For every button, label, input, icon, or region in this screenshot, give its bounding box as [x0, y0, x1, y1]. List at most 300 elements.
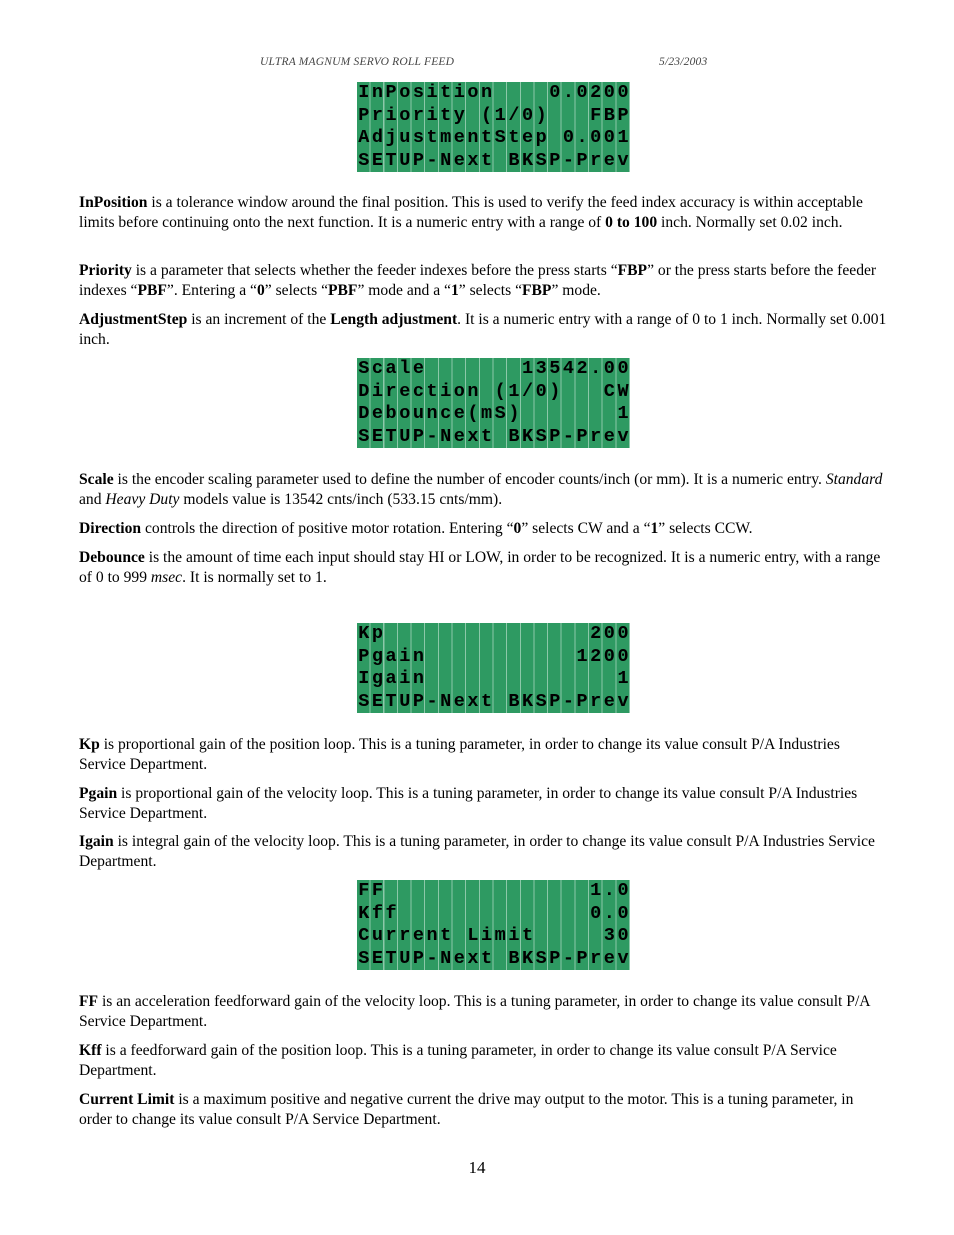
lcd-char: i	[426, 104, 438, 126]
term-scale: Scale	[79, 471, 114, 488]
lcd-char: x	[467, 149, 479, 171]
lcd-char	[466, 105, 480, 128]
lcd-char	[548, 925, 562, 948]
lcd-char: t	[440, 82, 452, 103]
lcd-char: e	[521, 127, 534, 148]
lcd-row	[357, 948, 630, 971]
lcd-char	[575, 925, 589, 948]
lcd-char	[493, 358, 507, 381]
lcd-char: N	[440, 690, 452, 712]
lcd-char: P	[549, 149, 561, 171]
lcd-char: P	[576, 947, 588, 969]
lcd-char: m	[494, 925, 506, 946]
lcd-char: -	[562, 947, 574, 969]
lcd-char: n	[467, 127, 479, 148]
lcd-char: 0	[535, 380, 547, 402]
lcd-char	[589, 381, 603, 404]
lcd-char: e	[453, 149, 465, 171]
lcd-char	[439, 903, 453, 926]
lcd-char: K	[521, 690, 534, 712]
lcd-char	[507, 880, 521, 903]
lcd-char: e	[453, 403, 465, 424]
lcd-char	[493, 623, 507, 646]
lcd-char	[562, 880, 576, 903]
lcd-char: i	[399, 668, 411, 689]
lcd-char: t	[481, 425, 493, 447]
lcd-char: 2	[590, 82, 602, 103]
lcd-char: F	[590, 104, 602, 126]
lcd-char: A	[358, 127, 370, 148]
term-adjustmentstep: AdjustmentStep	[79, 311, 188, 328]
lcd-char: T	[385, 947, 397, 969]
lcd-char: .	[576, 127, 588, 148]
lcd-char	[548, 903, 562, 926]
lcd-char: e	[399, 380, 411, 402]
lcd-char	[493, 691, 507, 714]
lcd-char	[466, 358, 480, 381]
term-pgain: Pgain	[79, 785, 118, 802]
lcd-char: a	[385, 668, 397, 689]
lcd-char: l	[399, 358, 411, 379]
lcd-char	[384, 623, 398, 646]
lcd-char	[575, 668, 589, 691]
lcd-char: x	[467, 947, 479, 969]
lcd-char	[412, 880, 426, 903]
lcd-char	[575, 880, 589, 903]
lcd-char: 0	[617, 880, 629, 901]
lcd-char: K	[521, 425, 534, 447]
lcd-char	[507, 358, 521, 381]
lcd-char: 0	[549, 82, 561, 103]
lcd-char: B	[508, 947, 520, 969]
lcd-char	[507, 82, 521, 105]
lcd-char	[425, 646, 439, 669]
lcd-char: r	[385, 925, 397, 946]
lcd-char	[562, 403, 576, 426]
lcd-char: 0	[603, 623, 615, 644]
lcd-char: P	[549, 690, 561, 712]
lcd-char: N	[440, 947, 452, 969]
lcd-char: K	[521, 149, 534, 171]
lcd-char	[548, 880, 562, 903]
lcd-char	[452, 358, 466, 381]
lcd-char: r	[590, 149, 602, 171]
lcd-char: 5	[549, 358, 561, 379]
lcd-char: 0	[590, 127, 602, 148]
lcd-char: L	[467, 925, 479, 946]
lcd-char: K	[521, 947, 534, 969]
lcd-char: e	[453, 127, 465, 148]
running-header-date: 5/23/2003	[659, 56, 708, 68]
lcd-char: S	[535, 690, 547, 712]
lcd-row	[357, 403, 630, 426]
term-direction: Direction	[79, 520, 142, 537]
lcd-char: r	[371, 104, 384, 126]
lcd-char	[398, 623, 412, 646]
lcd-char: P	[412, 947, 424, 969]
lcd-char: e	[603, 425, 615, 447]
lcd-char	[507, 646, 521, 669]
lcd-char: 2	[576, 358, 588, 379]
lcd-char: .	[603, 880, 615, 901]
lcd-char: P	[412, 690, 424, 712]
lcd-char: r	[412, 104, 424, 126]
lcd-char: /	[521, 380, 534, 402]
lcd-char: 0	[590, 902, 602, 924]
kp-description: Kp is proportional gain of the position loop. This is a tuning parameter, in order to change its value consult P/A Industries Service Department.	[79, 736, 840, 773]
term-current-limit: Current Limit	[79, 1091, 175, 1108]
lcd-row	[357, 880, 630, 903]
lcd-char: d	[371, 127, 384, 148]
lcd-char: t	[521, 925, 534, 946]
lcd-char	[562, 903, 576, 926]
lcd-char: o	[399, 82, 411, 103]
lcd-char: n	[467, 380, 479, 402]
lcd-char: E	[371, 947, 384, 969]
lcd-char: 1	[617, 668, 629, 689]
lcd-char	[493, 903, 507, 926]
lcd-row	[357, 358, 630, 381]
lcd-char: W	[617, 380, 629, 402]
lcd-char: e	[453, 690, 465, 712]
lcd-char: F	[371, 880, 384, 901]
lcd-char: U	[399, 149, 411, 171]
lcd-char: 3	[535, 358, 547, 379]
lcd-char: t	[481, 149, 493, 171]
lcd-row	[357, 426, 630, 449]
lcd-char: S	[358, 149, 370, 171]
lcd-char: v	[617, 690, 629, 712]
lcd-char	[452, 903, 466, 926]
lcd-char: y	[453, 104, 465, 126]
lcd-char	[548, 403, 562, 426]
lcd-char: t	[481, 690, 493, 712]
lcd-char: i	[440, 380, 452, 402]
lcd-char: t	[440, 104, 452, 126]
direction-description: Direction controls the direction of positive motor rotation. Entering “0” selects CW and a “1” selects CCW.	[79, 520, 753, 537]
lcd-char: 2	[590, 645, 602, 667]
lcd-char: T	[385, 425, 397, 447]
lcd-char: 0	[617, 82, 629, 103]
lcd-char: c	[412, 380, 424, 402]
lcd-char	[534, 880, 548, 903]
lcd-char: s	[412, 82, 424, 103]
lcd-char: 0	[603, 358, 615, 379]
lcd-char	[534, 623, 548, 646]
lcd-char: B	[603, 104, 615, 126]
lcd-char	[575, 381, 589, 404]
lcd-char	[452, 623, 466, 646]
lcd-char	[562, 668, 576, 691]
lcd-char	[534, 403, 548, 426]
lcd-char: U	[399, 425, 411, 447]
lcd-char: n	[371, 82, 384, 103]
lcd-char: 0	[521, 104, 534, 126]
lcd-char: o	[399, 403, 411, 424]
lcd-char	[575, 105, 589, 128]
lcd-char: o	[467, 82, 479, 103]
lcd-char	[562, 623, 576, 646]
lcd-char: e	[412, 358, 424, 379]
lcd-char	[384, 880, 398, 903]
lcd-char	[521, 880, 535, 903]
lcd-char: b	[385, 403, 397, 424]
lcd-char: g	[371, 668, 384, 689]
lcd-row	[357, 105, 630, 128]
lcd-char	[493, 880, 507, 903]
lcd-char	[425, 623, 439, 646]
lcd-char: P	[412, 149, 424, 171]
lcd-char: 2	[590, 623, 602, 644]
lcd-char	[534, 82, 548, 105]
lcd-char: (	[481, 104, 493, 126]
lcd-char	[439, 646, 453, 669]
lcd-char: S	[494, 127, 506, 148]
lcd-char	[534, 646, 548, 669]
lcd-char: e	[603, 947, 615, 969]
lcd-char: x	[467, 425, 479, 447]
lcd-char	[480, 880, 494, 903]
lcd-char: 1	[576, 645, 588, 667]
lcd-char	[493, 646, 507, 669]
lcd-char: t	[426, 127, 438, 148]
lcd-char: P	[576, 690, 588, 712]
lcd-char: r	[399, 925, 411, 946]
ff-description: FF is an acceleration feedforward gain of the velocity loop. This is a tuning parameter, in order to change its value consult P/A Service Department.	[79, 993, 870, 1030]
lcd-char	[603, 403, 617, 426]
lcd-char: B	[508, 425, 520, 447]
lcd-char: U	[399, 947, 411, 969]
lcd-char: .	[603, 902, 615, 924]
term-inposition: InPosition	[79, 194, 148, 211]
lcd-char	[534, 925, 548, 948]
lcd-char: P	[617, 104, 629, 126]
lcd-row	[357, 903, 630, 926]
lcd-char	[562, 646, 576, 669]
lcd-char	[412, 903, 426, 926]
lcd-char	[439, 358, 453, 381]
lcd-char: B	[508, 690, 520, 712]
lcd-char: a	[385, 358, 397, 379]
lcd-char: v	[617, 425, 629, 447]
lcd-char: x	[467, 690, 479, 712]
lcd-char	[507, 623, 521, 646]
lcd-char	[425, 903, 439, 926]
lcd-char: 4	[562, 358, 574, 379]
lcd-char: r	[590, 425, 602, 447]
lcd-char: S	[494, 403, 506, 424]
lcd-char	[548, 668, 562, 691]
lcd-display-setup-4	[357, 880, 630, 970]
lcd-char: m	[481, 403, 493, 424]
lcd-char: s	[412, 127, 424, 148]
lcd-char	[398, 880, 412, 903]
lcd-char: 0	[603, 127, 615, 148]
lcd-char	[452, 668, 466, 691]
lcd-char	[480, 381, 494, 404]
lcd-char	[425, 880, 439, 903]
lcd-char: p	[371, 623, 384, 644]
adjustmentstep-description: AdjustmentStep is an increment of the Length adjustment. It is a numeric entry with a range of 0 to 1 inch. Normally set 0.001 inch.	[79, 311, 887, 348]
lcd-char: v	[617, 149, 629, 171]
lcd-char: 1	[590, 880, 602, 901]
lcd-char: c	[440, 403, 452, 424]
lcd-char: r	[590, 947, 602, 969]
lcd-char: P	[549, 425, 561, 447]
lcd-char	[589, 668, 603, 691]
lcd-char: 1	[494, 104, 506, 126]
term-kp: Kp	[79, 736, 100, 753]
lcd-char: i	[508, 925, 520, 946]
lcd-char: S	[535, 425, 547, 447]
lcd-char: i	[385, 104, 397, 126]
lcd-char: .	[562, 82, 574, 103]
lcd-char	[548, 646, 562, 669]
lcd-char: P	[549, 947, 561, 969]
lcd-char: c	[371, 358, 384, 379]
lcd-char: o	[453, 380, 465, 402]
lcd-char: T	[385, 149, 397, 171]
lcd-row	[357, 381, 630, 404]
lcd-char: (	[467, 403, 479, 424]
lcd-char	[480, 623, 494, 646]
lcd-char: 0	[576, 82, 588, 103]
term-igain: Igain	[79, 833, 114, 850]
lcd-char	[466, 623, 480, 646]
lcd-char: -	[426, 690, 438, 712]
lcd-char	[480, 646, 494, 669]
lcd-char	[398, 903, 412, 926]
lcd-char	[439, 668, 453, 691]
lcd-char	[425, 358, 439, 381]
term-priority: Priority	[79, 262, 132, 279]
lcd-char: D	[358, 380, 370, 402]
pgain-description: Pgain is proportional gain of the velocity loop. This is a tuning parameter, in order to change its value consult P/A Industries Service Department.	[79, 785, 858, 822]
lcd-char	[493, 948, 507, 971]
lcd-char: C	[603, 380, 615, 402]
lcd-char	[480, 668, 494, 691]
lcd-char: n	[481, 82, 493, 103]
lcd-char: 0	[603, 82, 615, 103]
lcd-char: t	[440, 925, 452, 946]
lcd-char	[493, 82, 507, 105]
lcd-char: S	[535, 149, 547, 171]
lcd-char: n	[426, 403, 438, 424]
inposition-description: InPosition is a tolerance window around the final position. This is used to verify the feed index accuracy is within acceptable limits before continuing onto the next function. It is a numeric entry with a range of 0 to 100 inch. Normally set 0.02 inch.	[79, 194, 863, 231]
lcd-char	[521, 82, 535, 105]
lcd-char	[603, 668, 617, 691]
lcd-char	[521, 903, 535, 926]
lcd-char	[521, 403, 535, 426]
lcd-char: j	[385, 127, 397, 148]
lcd-char: S	[358, 358, 370, 379]
lcd-char	[562, 105, 576, 128]
lcd-char: u	[399, 127, 411, 148]
lcd-char	[480, 358, 494, 381]
lcd-char: n	[426, 925, 438, 946]
lcd-char	[589, 925, 603, 948]
lcd-char	[439, 880, 453, 903]
lcd-char: S	[358, 947, 370, 969]
lcd-char: e	[412, 925, 424, 946]
lcd-char: f	[385, 902, 397, 924]
scale-description: Scale is the encoder scaling parameter used to define the number of encoder counts/inch (or mm). It is a numeric entry. Standard and Heavy Duty models value is 13542 cnts/inch (533.15 cnts/mm).	[79, 471, 883, 508]
running-header-title: ULTRA MAGNUM SERVO ROLL FEED	[260, 56, 455, 68]
lcd-char: t	[508, 127, 520, 148]
lcd-char: K	[358, 623, 370, 644]
lcd-char: P	[358, 645, 370, 667]
lcd-char: 0	[562, 127, 574, 148]
lcd-char: m	[440, 127, 452, 148]
lcd-char: K	[358, 902, 370, 924]
lcd-char: F	[358, 880, 370, 901]
page-number: 14	[468, 1158, 486, 1177]
lcd-char: 0	[617, 925, 629, 946]
lcd-char	[534, 903, 548, 926]
lcd-char	[562, 925, 576, 948]
lcd-row	[357, 127, 630, 150]
lcd-char: E	[371, 690, 384, 712]
lcd-row	[357, 623, 630, 646]
current-limit-description: Current Limit is a maximum positive and negative current the drive may output to the motor. This is a tuning parameter, in order to change its value consult P/A Service Department.	[79, 1091, 854, 1128]
lcd-char: D	[358, 403, 370, 424]
lcd-char: -	[426, 947, 438, 969]
lcd-char: f	[371, 902, 384, 924]
lcd-char: v	[617, 947, 629, 969]
lcd-char: /	[508, 104, 520, 126]
priority-description: Priority is a parameter that selects whether the feeder indexes before the press starts “FBP” or the press starts before the feeder indexes “PBF”. Entering a “0” selects “PBF” mode and a “1” selects “FBP” mode.	[79, 262, 877, 299]
lcd-char: E	[371, 149, 384, 171]
lcd-char	[425, 668, 439, 691]
lcd-char: (	[494, 380, 506, 402]
lcd-char: i	[371, 380, 384, 402]
lcd-char: S	[358, 425, 370, 447]
lcd-display-setup-2	[357, 358, 630, 448]
lcd-char	[521, 623, 535, 646]
lcd-char: 0	[617, 623, 629, 644]
lcd-row	[357, 150, 630, 173]
debounce-description: Debounce is the amount of time each input should stay HI or LOW, in order to be recognized. It is a numeric entry, with a range of 0 to 999 msec. It is normally set to 1.	[79, 549, 881, 586]
lcd-char	[452, 925, 466, 948]
lcd-char: -	[562, 149, 574, 171]
lcd-char: p	[535, 127, 547, 148]
lcd-char	[507, 668, 521, 691]
igain-description: Igain is integral gain of the velocity loop. This is a tuning parameter, in order to change its value consult P/A Industries Service Department.	[79, 833, 875, 870]
lcd-char: 0	[617, 358, 629, 379]
lcd-char: P	[576, 425, 588, 447]
lcd-char: 1	[617, 403, 629, 424]
lcd-char	[466, 646, 480, 669]
lcd-char: t	[481, 947, 493, 969]
lcd-char	[534, 668, 548, 691]
lcd-char: .	[590, 358, 602, 379]
lcd-char	[575, 903, 589, 926]
lcd-char: )	[549, 380, 561, 402]
lcd-char: e	[371, 403, 384, 424]
lcd-char: i	[453, 82, 465, 103]
lcd-char: P	[358, 104, 370, 126]
lcd-char: B	[508, 149, 520, 171]
lcd-char: 1	[617, 127, 629, 148]
lcd-char	[493, 426, 507, 449]
lcd-char: S	[358, 690, 370, 712]
lcd-char: -	[562, 425, 574, 447]
lcd-char: P	[385, 82, 397, 103]
lcd-char: i	[426, 82, 438, 103]
lcd-char: U	[399, 690, 411, 712]
lcd-char	[548, 127, 562, 150]
lcd-char: -	[426, 149, 438, 171]
